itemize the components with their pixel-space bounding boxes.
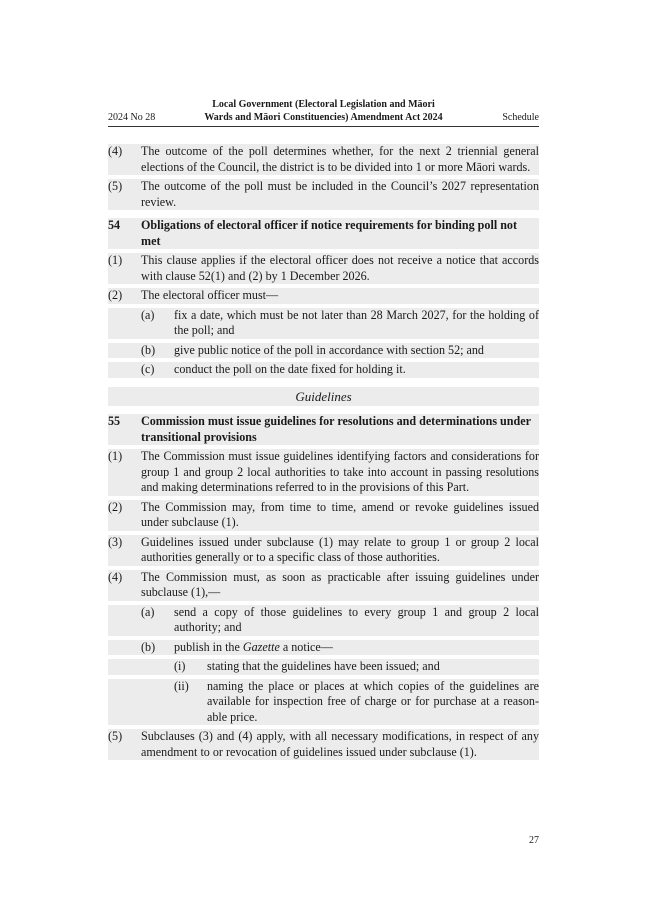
subparagraph-number: (ii) xyxy=(174,678,189,693)
paragraph-number: (a) xyxy=(141,307,155,322)
paragraph-number: (b) xyxy=(141,639,156,654)
clause-number: 54 xyxy=(108,218,121,232)
clause-54-paragraph-b xyxy=(108,343,539,359)
clause-title: Commission must issue guidelines for resolutions and determinations under transitional provisions xyxy=(141,414,531,444)
subclause-text: The Commission must issue guidelines identifying factors and considerations for group 1 and group 2 local authorities to take into account in passing resolutions and making determinations referred to in the provisions of this Part. xyxy=(141,449,539,494)
clause-55-paragraph-b xyxy=(108,640,539,656)
clause-54-subclause-1 xyxy=(108,253,539,284)
clause-55-subclause-4 xyxy=(108,570,539,601)
subclause-text: The outcome of the poll must be included in the Council’s 2027 representation review. xyxy=(141,179,539,209)
clause-55-subclause-3 xyxy=(108,535,539,566)
subclause-number: (2) xyxy=(108,499,123,514)
subclause-text: The outcome of the poll determines whether, for the next 2 triennial general elections of the Council, the district is to be divided into 1 or more Māori wards. xyxy=(141,144,539,174)
paragraph-number: (c) xyxy=(141,362,155,376)
subclause-text: Guidelines issued under subclause (1) may relate to group 1 or group 2 local authorities generally or to a specific class of those authorities. xyxy=(141,534,539,564)
clause-55-heading xyxy=(108,414,539,445)
paragraph-text-end: a notice— xyxy=(279,639,333,654)
clause-53-subclause-5 xyxy=(108,179,539,210)
clause-55-subparagraph-i xyxy=(108,659,539,675)
clause-55-paragraph-a xyxy=(108,605,539,636)
act-title xyxy=(108,98,539,124)
clause-54-heading xyxy=(108,218,539,249)
document-body xyxy=(108,144,539,764)
section-label: Schedule xyxy=(502,112,539,123)
paragraph-text: conduct the poll on the date fixed for holding it. xyxy=(174,362,406,376)
subclause-number: (5) xyxy=(108,179,123,193)
clause-number: 55 xyxy=(108,414,121,428)
clause-54-paragraph-a xyxy=(108,308,539,339)
clause-54-paragraph-c xyxy=(108,362,539,378)
subclause-text: This clause applies if the electoral officer does not receive a notice that accords with clause 52(1) and (2) by 1 December 2026. xyxy=(141,253,539,283)
clause-55-subclause-1 xyxy=(108,449,539,496)
subclause-text: The Commission may, from time to time, amend or revoke guidelines issued under subclause (1). xyxy=(141,499,539,529)
act-title-line-1: Local Government (Electoral Legislation and Māori xyxy=(212,99,435,110)
subclause-number: (4) xyxy=(108,144,123,158)
running-header xyxy=(108,98,539,128)
clause-title: Obligations of electoral officer if notice requirements for binding poll not met xyxy=(141,218,517,248)
subclause-number: (1) xyxy=(108,449,123,463)
page-number: 27 xyxy=(529,835,539,846)
subparagraph-text: stating that the guidelines have been issued; and xyxy=(207,659,440,673)
subparagraph-text: naming the place or places at which copies of the guidelines are available for inspection free of charge or for purchase at a reasonable price. xyxy=(207,678,539,724)
subclause-number: (3) xyxy=(108,534,123,549)
paragraph-text: send a copy of those guidelines to every group 1 and group 2 local authority; and xyxy=(174,604,539,634)
subclause-text: The electoral officer must— xyxy=(141,288,279,302)
subparagraph-number: (i) xyxy=(174,659,186,673)
subclause-text: The Commission must, as soon as practicable after issuing guidelines under subclause (1),— xyxy=(141,569,539,599)
paragraph-text: fix a date, which must be not later than 28 March 2027, for the holding of the poll; and xyxy=(174,307,539,337)
act-number: 2024 No 28 xyxy=(108,112,156,123)
subclause-number: (1) xyxy=(108,253,123,267)
gazette-title: Gazette xyxy=(242,639,280,654)
subclause-number: (4) xyxy=(108,569,123,584)
subclause-number: (5) xyxy=(108,729,123,743)
paragraph-text-start: publish in the xyxy=(174,639,243,654)
clause-55-subclause-2 xyxy=(108,500,539,531)
paragraph-number: (b) xyxy=(141,342,156,357)
cross-heading-guidelines: Guidelines xyxy=(108,387,539,407)
clause-53-subclause-4 xyxy=(108,144,539,175)
clause-55-subparagraph-ii xyxy=(108,679,539,726)
paragraph-number: (a) xyxy=(141,604,155,619)
clause-55-subclause-5 xyxy=(108,729,539,760)
clause-54-subclause-2 xyxy=(108,288,539,304)
subclause-text: Subclauses (3) and (4) apply, with all necessary modifications, in respect of any amendment to or revocation of guidelines issued under subclause (1). xyxy=(141,729,539,759)
act-title-line-2: Wards and Māori Constituencies) Amendment Act 2024 xyxy=(204,112,443,123)
header-rule xyxy=(108,126,539,127)
paragraph-text: give public notice of the poll in accordance with section 52; and xyxy=(174,342,484,357)
paragraph-text xyxy=(174,640,333,654)
subclause-number: (2) xyxy=(108,288,123,302)
